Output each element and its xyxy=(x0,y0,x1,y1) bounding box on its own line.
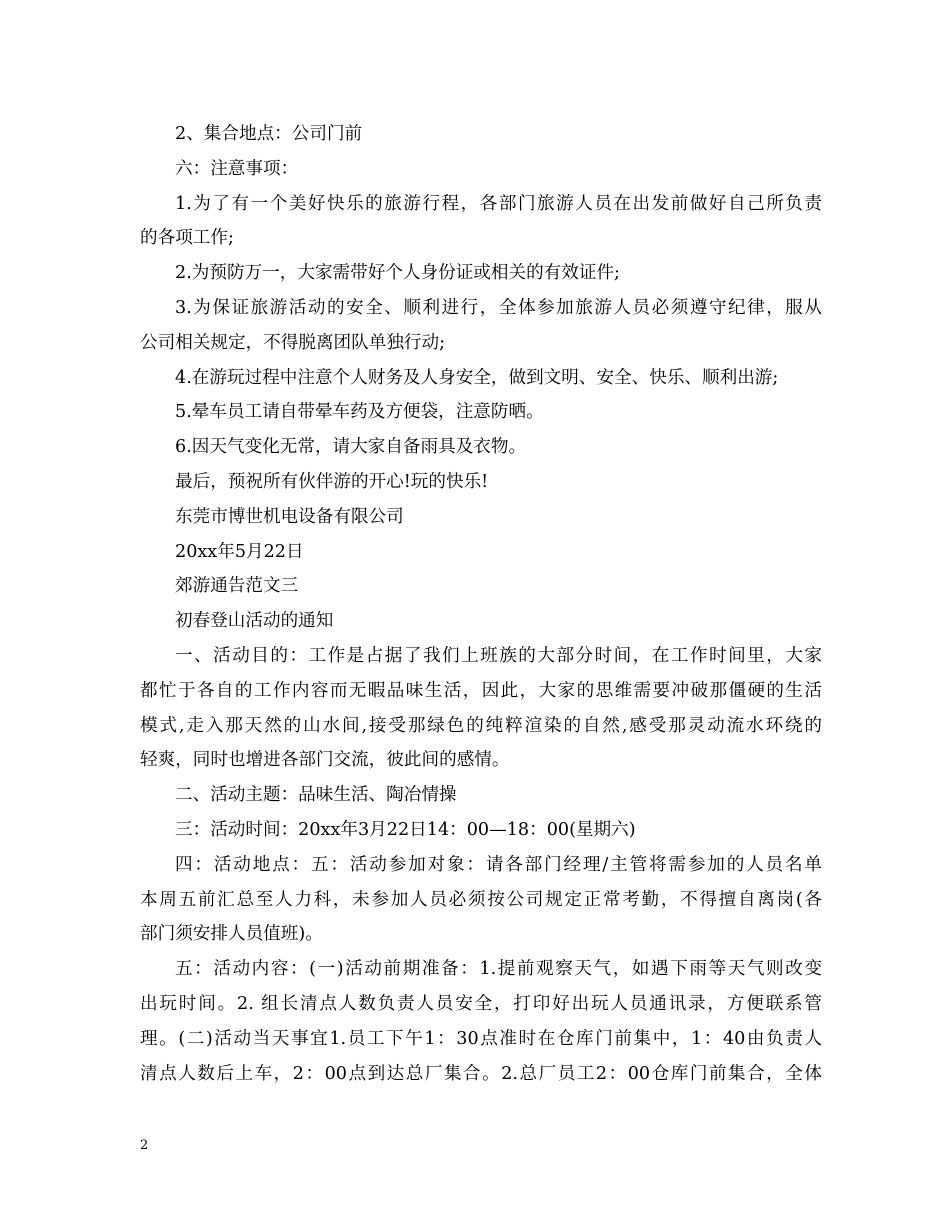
text-line: 五：活动内容：(一)活动前期准备：1.提前观察天气，如遇下雨等天气则改变 xyxy=(175,959,822,980)
text-line: 东莞市博世机电设备有限公司 xyxy=(175,506,404,527)
body-text xyxy=(140,117,822,1091)
text-line: 本周五前汇总至人力科，未参加人员必须按公司规定正常考勤，不得擅自离岗(各 xyxy=(140,889,822,910)
text-line: 一、活动目的：工作是占据了我们上班族的大部分时间，在工作时间里，大家 xyxy=(175,645,822,666)
text-line: 6.因天气变化无常，请大家自备雨具及衣物。 xyxy=(175,437,527,458)
text-line: 最后，预祝所有伙伴游的开心!玩的快乐! xyxy=(175,471,489,492)
text-line: 六：注意事项： xyxy=(175,158,299,179)
text-line: 4.在游玩过程中注意个人财务及人身安全，做到文明、安全、快乐、顺利出游; xyxy=(175,367,779,388)
text-line: 1.为了有一个美好快乐的旅游行程，各部门旅游人员在出发前做好自己所负责 xyxy=(175,193,822,214)
text-line: 都忙于各自的工作内容而无暇品味生活，因此，大家的思维需要冲破那僵硬的生活 xyxy=(140,680,822,701)
text-line: 20xx年5月22日 xyxy=(175,541,304,562)
text-line: 2、集合地点：公司门前 xyxy=(175,124,363,144)
text-line: 三：活动时间：20xx年3月22日14：00—18：00(星期六) xyxy=(175,819,636,840)
text-line: 的各项工作; xyxy=(140,228,234,249)
text-line: 模式,走入那天然的山水间,接受那绿色的纯粹渲染的自然,感受那灵动流水环绕的 xyxy=(140,715,822,736)
text-line: 初春登山活动的通知 xyxy=(175,611,334,632)
text-line: 理。(二)活动当天事宜1.员工下午1：30点准时在仓库门前集中，1：40由负责人 xyxy=(140,1028,822,1049)
text-line: 轻爽，同时也增进各部门交流，彼此间的感情。 xyxy=(140,750,510,771)
text-line: 清点人数后上车，2：00点到达总厂集合。2.总厂员工2：00仓库门前集合，全体 xyxy=(140,1063,822,1084)
text-line: 部门须安排人员值班)。 xyxy=(140,924,323,945)
text-line: 四：活动地点：五：活动参加对象：请各部门经理/主管将需参加的人员名单 xyxy=(175,854,822,875)
text-line: 3.为保证旅游活动的安全、顺利进行，全体参加旅游人员必须遵守纪律，服从 xyxy=(175,297,822,318)
text-line: 出玩时间。2. 组长清点人数负责人员安全，打印好出玩人员通讯录，方便联系管 xyxy=(140,993,822,1014)
text-line: 公司相关规定，不得脱离团队单独行动; xyxy=(140,332,446,353)
text-line: 二、活动主题：品味生活、陶冶情操 xyxy=(175,785,457,806)
text-line: 5.晕车员工请自带晕车药及方便袋，注意防晒。 xyxy=(175,402,544,423)
text-line: 2.为预防万一，大家需带好个人身份证或相关的有效证件; xyxy=(175,263,620,284)
page-number: 2 xyxy=(140,1138,149,1153)
text-line: 郊游通告范文三 xyxy=(175,576,299,597)
